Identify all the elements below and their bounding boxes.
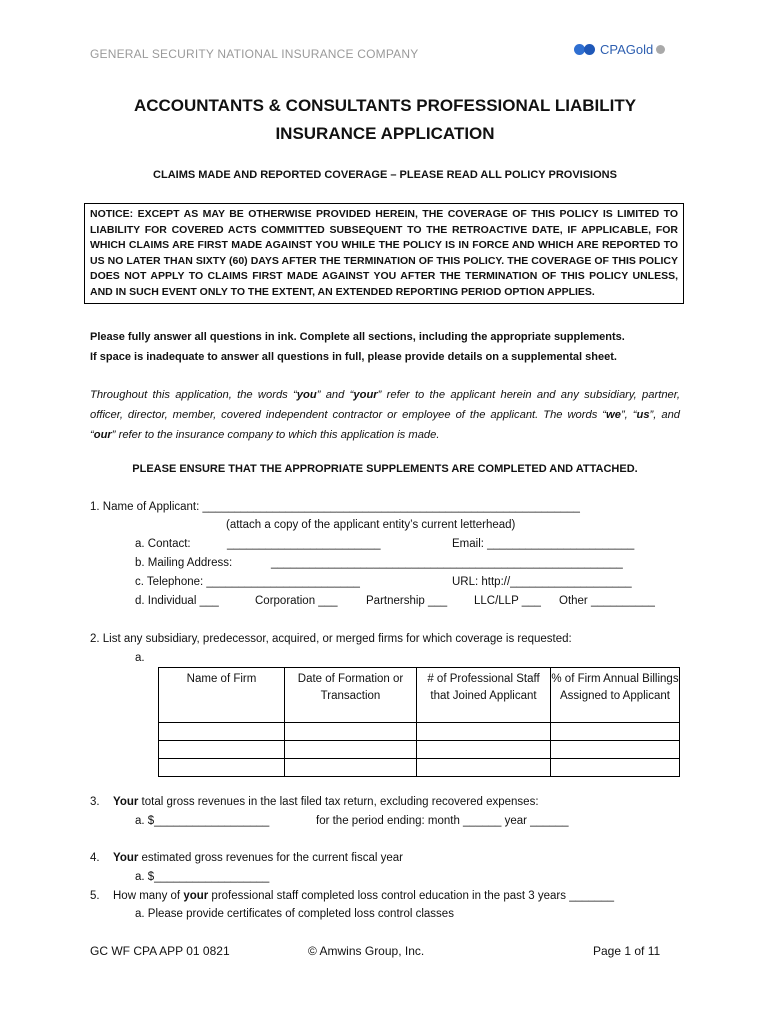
page-number: Page 1 of 11 (593, 944, 661, 958)
table-row[interactable] (159, 741, 680, 759)
form-id: GC WF CPA APP 01 0821 (90, 944, 230, 958)
q1-letterhead-note: (attach a copy of the applicant entity’s current letterhead) (226, 519, 516, 531)
q2-label: 2. List any subsidiary, predecessor, acquired, or merged firms for which coverage is requested: (90, 633, 572, 645)
q3-number: 3. (90, 796, 100, 808)
coverage-subtitle: CLAIMS MADE AND REPORTED COVERAGE – PLEASE READ ALL POLICY PROVISIONS (153, 169, 617, 181)
instructions-line1: Please fully answer all questions in ink. Complete all sections, including the appropriate supplements. (90, 331, 625, 343)
q1-telephone-field[interactable]: c. Telephone: ________________________ (135, 576, 360, 588)
q5-label[interactable]: How many of your professional staff completed loss control education in the past 3 years _______ (113, 890, 614, 902)
col-name-of-firm: Name of Firm (159, 668, 285, 723)
notice-box: NOTICE: EXCEPT AS MAY BE OTHERWISE PROVIDED HEREIN, THE COVERAGE OF THIS POLICY IS LIMITED TO LIABILITY FOR COVERED ACTS COMMITTED SUBSEQUENT TO THE RETROACTIVE DATE, IF APPLICABLE, FOR WHICH CLAIMS ARE FIRST MADE AGAINST YOU WHILE THE POLICY IS IN FORCE AND WHICH ARE REPORTED TO US NO LATER THAN SIXTY (60) DAYS AFTER THE TERMINATION OF THIS POLICY. THE COVERAGE OF THIS POLICY DOES NOT APPLY TO CLAIMS FIRST MADE AGAINST YOU AFTER THE TERMINATION OF THIS POLICY UNLESS, AND IN SUCH EVENT ONLY TO THE EXTENT, AN EXTENDED REPORTING PERIOD OPTION APPLIES. (84, 203, 684, 304)
q1-contact-field[interactable]: ________________________ (227, 538, 381, 550)
q1-mailing-field[interactable]: _______________________________________________________ (271, 557, 623, 569)
q3-label: Your total gross revenues in the last filed tax return, excluding recovered expenses: (113, 796, 539, 808)
q1-llc-option[interactable]: LLC/LLP ___ (474, 595, 541, 607)
col-date-of-formation: Date of Formation or Transaction (285, 668, 417, 723)
q1-individual-option[interactable]: d. Individual ___ (135, 595, 219, 607)
q1-corporation-option[interactable]: Corporation ___ (255, 595, 338, 607)
q1-contact-label: a. Contact: (135, 538, 191, 550)
q3-period-field[interactable]: for the period ending: month ______ year ______ (316, 815, 569, 827)
table-row[interactable] (159, 759, 680, 777)
q2-sub-a: a. (135, 652, 145, 664)
logo-text: CPAGold (600, 42, 654, 57)
q4-number: 4. (90, 852, 100, 864)
q4-label: Your estimated gross revenues for the current fiscal year (113, 852, 403, 864)
table-row[interactable] (159, 723, 680, 741)
q5-number: 5. (90, 890, 100, 902)
q1-other-option[interactable]: Other __________ (559, 595, 655, 607)
col-professional-staff: # of Professional Staff that Joined Applicant (417, 668, 551, 723)
q5-sub-a: a. Please provide certificates of completed loss control classes (135, 908, 454, 920)
q1-mailing-label: b. Mailing Address: (135, 557, 233, 569)
logo-circle-icon (584, 44, 595, 55)
q4-revenue-field[interactable]: a. $__________________ (135, 871, 270, 883)
q1-email-field[interactable]: Email: _______________________ (452, 538, 635, 550)
col-billings-assigned: % of Firm Annual Billings Assigned to Applicant (551, 668, 680, 723)
table-header-row (159, 668, 680, 723)
page-title-line2: INSURANCE APPLICATION (275, 124, 495, 143)
q3-revenue-field[interactable]: a. $__________________ (135, 815, 270, 827)
subsidiary-firms-table (158, 667, 680, 777)
q1-partnership-option[interactable]: Partnership ___ (366, 595, 448, 607)
q1-name-of-applicant[interactable]: 1. Name of Applicant: ___________________________________________________________ (90, 501, 580, 513)
q1-url-field[interactable]: URL: http://___________________ (452, 576, 632, 588)
page-title-line1: ACCOUNTANTS & CONSULTANTS PROFESSIONAL LIABILITY (133, 96, 637, 115)
instructions-line2: If space is inadequate to answer all questions in full, please provide details on a supplemental sheet. (90, 351, 617, 363)
supplements-notice: PLEASE ENSURE THAT THE APPROPRIATE SUPPLEMENTS ARE COMPLETED AND ATTACHED. (132, 463, 638, 475)
logo-gear-icon (656, 45, 665, 54)
cpagold-logo (574, 42, 665, 57)
copyright: © Amwins Group, Inc. (308, 944, 425, 958)
company-name: GENERAL SECURITY NATIONAL INSURANCE COMPANY (90, 47, 419, 61)
definitions-paragraph: Throughout this application, the words “you” and “your” refer to the applicant herein and any subsidiary, partner, officer, director, member, covered independent contractor or employee of the applicant. The words “we”, “us”, and “our” refer to the insurance company to which this application is made. (90, 389, 681, 441)
